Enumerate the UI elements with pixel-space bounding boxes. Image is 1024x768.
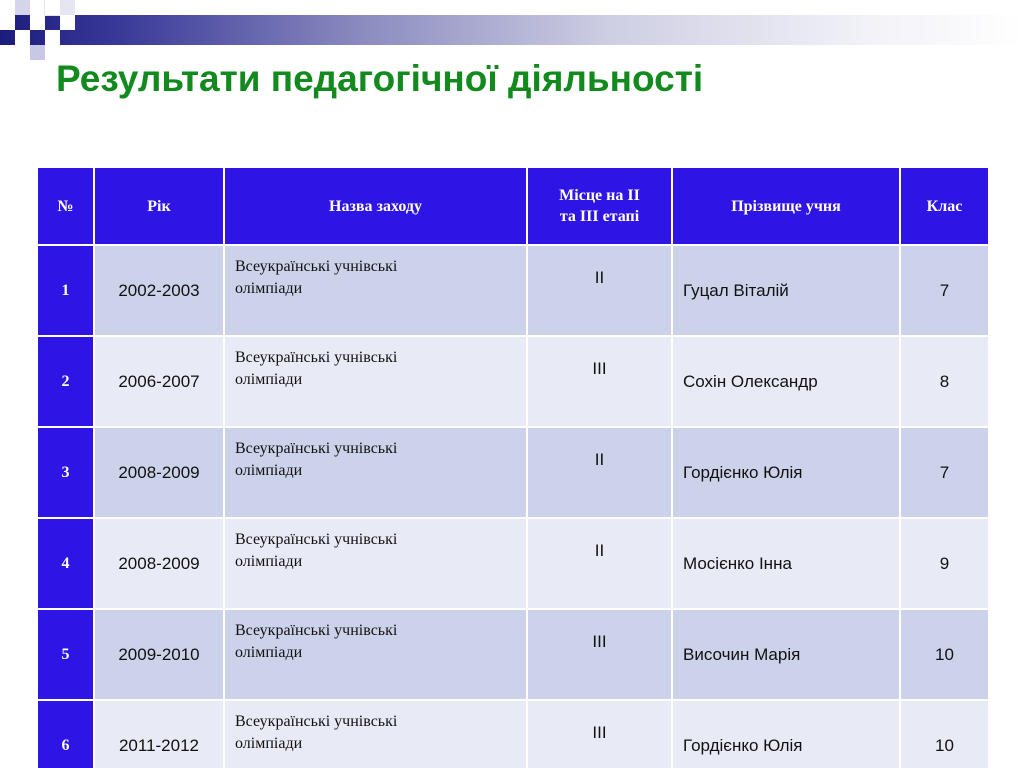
header-number: № (37, 167, 94, 245)
cell-grade: 7 (900, 245, 989, 336)
cell-event-line2: олімпіади (235, 280, 303, 297)
cell-year: 2006-2007 (94, 336, 224, 427)
cell-event-line1: Всеукраїнські учнівські (235, 258, 398, 275)
header-event: Назва заходу (224, 167, 527, 245)
cell-event (224, 700, 527, 768)
slide-title: Результати педагогічної діяльності (56, 58, 704, 99)
cell-place: ІІІ (527, 609, 672, 700)
results-table (36, 166, 990, 768)
header-grade: Клас (900, 167, 989, 245)
cell-place: ІІ (527, 245, 672, 336)
header-place-line2: та ІІІ етапі (559, 208, 640, 225)
cell-year: 2008-2009 (94, 518, 224, 609)
cell-student: Гуцал Віталій (672, 245, 900, 336)
decorative-square (0, 15, 15, 30)
cell-event-line2: олімпіади (235, 735, 303, 752)
cell-year: 2002-2003 (94, 245, 224, 336)
cell-event (224, 245, 527, 336)
table-row (37, 609, 989, 700)
cell-year: 2009-2010 (94, 609, 224, 700)
cell-student: Височин Марія (672, 609, 900, 700)
cell-event-line1: Всеукраїнські учнівські (235, 349, 398, 366)
cell-event-line2: олімпіади (235, 553, 303, 570)
cell-event (224, 609, 527, 700)
cell-student: Гордієнко Юлія (672, 427, 900, 518)
cell-number: 1 (37, 245, 94, 336)
table-row (37, 700, 989, 768)
cell-number: 2 (37, 336, 94, 427)
decorative-square (60, 0, 75, 15)
cell-event-line2: олімпіади (235, 371, 303, 388)
cell-event (224, 336, 527, 427)
table-row (37, 245, 989, 336)
cell-grade: 10 (900, 700, 989, 768)
cell-student: Мосієнко Інна (672, 518, 900, 609)
cell-place: ІІІ (527, 700, 672, 768)
cell-grade: 8 (900, 336, 989, 427)
cell-student: Гордієнко Юлія (672, 700, 900, 768)
decorative-square (60, 15, 75, 30)
header-decorative-band (0, 15, 1024, 45)
cell-event-line1: Всеукраїнські учнівські (235, 440, 398, 457)
cell-grade: 7 (900, 427, 989, 518)
cell-grade: 9 (900, 518, 989, 609)
cell-grade: 10 (900, 609, 989, 700)
table-row (37, 518, 989, 609)
decorative-square (45, 30, 60, 45)
cell-place: ІІ (527, 518, 672, 609)
cell-event-line1: Всеукраїнські учнівські (235, 713, 398, 730)
cell-place: ІІІ (527, 336, 672, 427)
table-row (37, 336, 989, 427)
cell-event-line1: Всеукраїнські учнівські (235, 622, 398, 639)
header-place (527, 167, 672, 245)
cell-year: 2008-2009 (94, 427, 224, 518)
cell-event (224, 427, 527, 518)
cell-event-line2: олімпіади (235, 644, 303, 661)
decorative-square (45, 0, 60, 15)
cell-year: 2011-2012 (94, 700, 224, 768)
table-header-row (37, 167, 989, 245)
cell-place: ІІ (527, 427, 672, 518)
cell-event-line1: Всеукраїнські учнівські (235, 531, 398, 548)
cell-number: 3 (37, 427, 94, 518)
header-student: Прізвище учня (672, 167, 900, 245)
header-year: Рік (94, 167, 224, 245)
cell-event-line2: олімпіади (235, 462, 303, 479)
cell-number: 5 (37, 609, 94, 700)
header-place-line1: Місце на ІІ (559, 187, 640, 204)
cell-number: 6 (37, 700, 94, 768)
decorative-square (15, 0, 30, 15)
decorative-square (15, 30, 30, 45)
cell-event (224, 518, 527, 609)
decorative-square (30, 15, 45, 30)
cell-student: Сохін Олександр (672, 336, 900, 427)
table-row (37, 427, 989, 518)
cell-number: 4 (37, 518, 94, 609)
decorative-square (30, 45, 45, 60)
